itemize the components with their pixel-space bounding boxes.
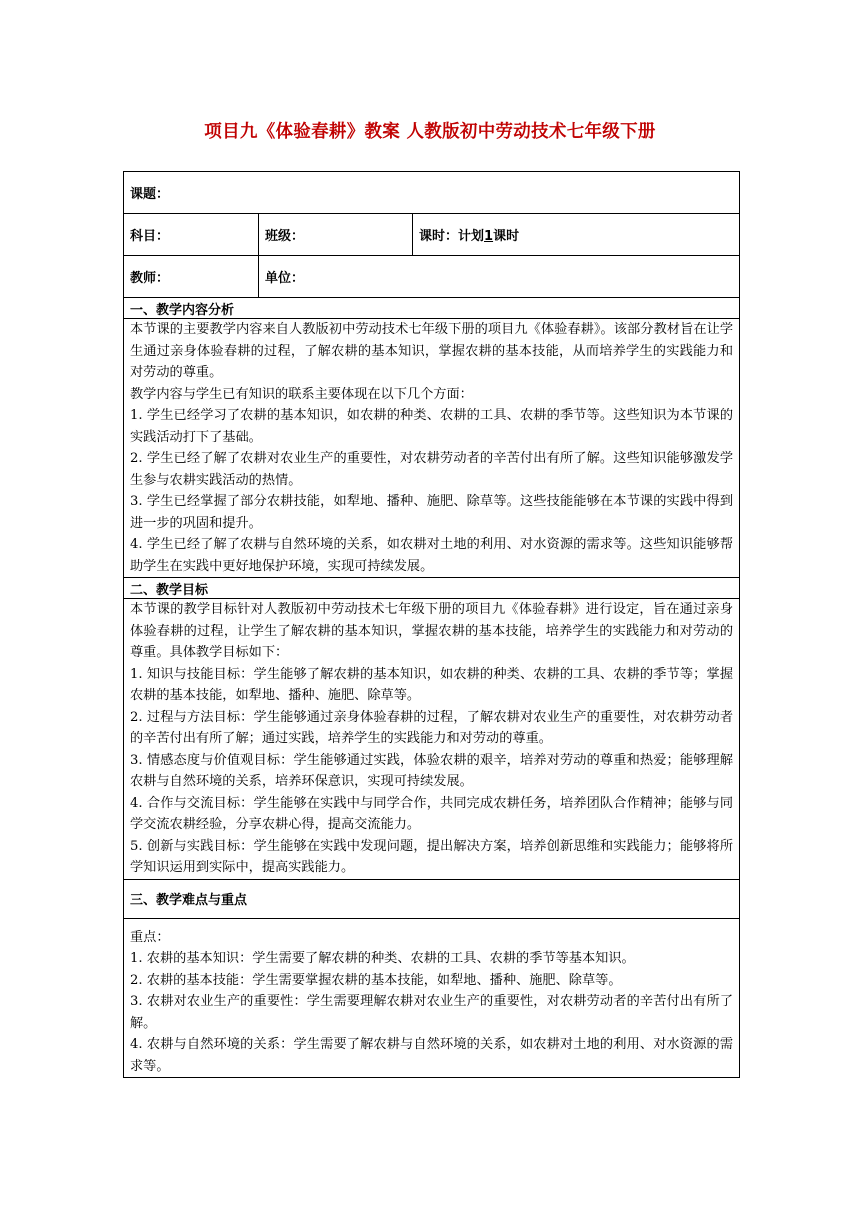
section-body bbox=[124, 599, 740, 880]
paragraph: 本节课的主要教学内容来自人教版初中劳动技术七年级下册的项目九《体验春耕》。该部分教材旨在让学生通过亲身体验春耕的过程，了解农耕的基本知识，掌握农耕的基本技能，从而培养学生的实践能力和对劳动的尊重。 bbox=[130, 322, 734, 380]
section-heading: 三、教学难点与重点 bbox=[124, 879, 740, 918]
paragraph: 2. 学生已经了解了农耕对农业生产的重要性，对农耕劳动者的辛苦付出有所了解。这些知识能够激发学生参与农耕实践活动的热情。 bbox=[130, 451, 734, 488]
teacher-row bbox=[124, 256, 740, 298]
topic-label: 课题： bbox=[124, 172, 740, 214]
topic-row bbox=[124, 172, 740, 214]
class-hours-value: 1 bbox=[484, 229, 494, 244]
subject-label: 科目： bbox=[124, 214, 259, 256]
paragraph: 2. 过程与方法目标：学生能够通过亲身体验春耕的过程，了解农耕对农业生产的重要性，对农耕劳动者的辛苦付出有所了解；通过实践，培养学生的实践能力和对劳动的尊重。 bbox=[130, 709, 734, 746]
class-hours-prefix: 课时：计划 bbox=[419, 229, 485, 244]
section-body-row bbox=[124, 319, 740, 578]
section-heading-row bbox=[124, 578, 740, 599]
teacher-label: 教师： bbox=[124, 256, 259, 298]
paragraph: 3. 农耕对农业生产的重要性：学生需要理解农耕对农业生产的重要性，对农耕劳动者的辛苦付出有所了解。 bbox=[130, 994, 734, 1031]
paragraph: 3. 学生已经掌握了部分农耕技能，如犁地、播种、施肥、除草等。这些技能能够在本节课的实践中得到进一步的巩固和提升。 bbox=[130, 494, 734, 531]
section-heading: 二、教学目标 bbox=[124, 578, 740, 599]
class-label: 班级： bbox=[259, 214, 413, 256]
paragraph: 3. 情感态度与价值观目标：学生能够通过实践，体验农耕的艰辛，培养对劳动的尊重和热爱；能够理解农耕与自然环境的关系，培养环保意识，实现可持续发展。 bbox=[130, 752, 734, 789]
section-body bbox=[124, 918, 740, 1078]
paragraph: 4. 农耕与自然环境的关系：学生需要了解农耕与自然环境的关系，如农耕对土地的利用、对水资源的需求等。 bbox=[130, 1037, 734, 1074]
class-hours-cell bbox=[413, 214, 740, 256]
subject-row bbox=[124, 214, 740, 256]
section-heading-row bbox=[124, 879, 740, 918]
paragraph: 4. 学生已经了解了农耕与自然环境的关系，如农耕对土地的利用、对水资源的需求等。这些知识能够帮助学生在实践中更好地保护环境，实现可持续发展。 bbox=[130, 537, 734, 574]
paragraph: 本节课的教学目标针对人教版初中劳动技术七年级下册的项目九《体验春耕》进行设定，旨在通过亲身体验春耕的过程，让学生了解农耕的基本知识，掌握农耕的基本技能，培养学生的实践能力和对劳动的尊重。具体教学目标如下： bbox=[130, 602, 734, 660]
paragraph: 重点： bbox=[130, 929, 170, 945]
document-title: 项目九《体验春耕》教案 人教版初中劳动技术七年级下册 bbox=[204, 122, 656, 142]
section-heading: 一、教学内容分析 bbox=[124, 298, 740, 319]
paragraph: 1. 知识与技能目标：学生能够了解农耕的基本知识，如农耕的种类、农耕的工具、农耕的季节等；掌握农耕的基本技能，如犁地、播种、施肥、除草等。 bbox=[130, 666, 734, 703]
paragraph: 1. 学生已经学习了农耕的基本知识，如农耕的种类、农耕的工具、农耕的季节等。这些知识为本节课的实践活动打下了基础。 bbox=[130, 408, 734, 445]
section-body-row bbox=[124, 599, 740, 880]
section-body bbox=[124, 319, 740, 578]
paragraph: 4. 合作与交流目标：学生能够在实践中与同学合作，共同完成农耕任务，培养团队合作精神；能够与同学交流农耕经验，分享农耕心得，提高交流能力。 bbox=[130, 795, 734, 832]
paragraph: 1. 农耕的基本知识：学生需要了解农耕的种类、农耕的工具、农耕的季节等基本知识。 bbox=[130, 951, 635, 966]
paragraph: 5. 创新与实践目标：学生能够在实践中发现问题，提出解决方案，培养创新思维和实践能力；能够将所学知识运用到实际中，提高实践能力。 bbox=[130, 838, 734, 875]
paragraph: 教学内容与学生已有知识的联系主要体现在以下几个方面： bbox=[130, 386, 473, 402]
unit-label: 单位： bbox=[259, 256, 740, 298]
section-heading-row bbox=[124, 298, 740, 319]
lesson-plan-table bbox=[123, 171, 740, 1078]
paragraph: 2. 农耕的基本技能：学生需要掌握农耕的基本技能，如犁地、播种、施肥、除草等。 bbox=[130, 972, 622, 988]
class-hours-suffix: 课时 bbox=[493, 229, 520, 244]
section-body-row bbox=[124, 918, 740, 1078]
